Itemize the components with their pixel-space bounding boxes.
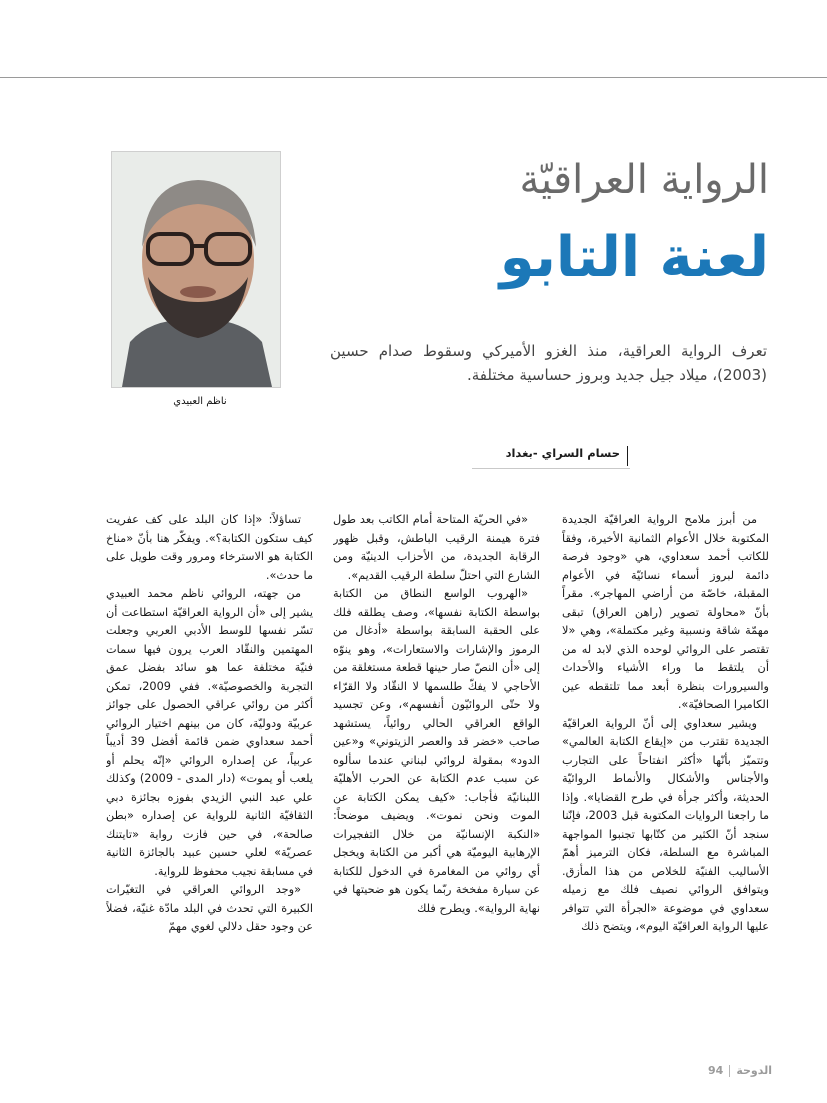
- title-line2: لعنة التابو: [499, 225, 769, 290]
- article-intro: تعرف الرواية العراقية، منذ الغزو الأميركي وسقوط صدام حسين (2003)، ميلاد جيل جديد وبروز حساسية مختلفة.: [330, 342, 767, 384]
- paragraph: من أبرز ملامح الرواية العراقيّة الجديدة المكتوبة خلال الأعوام الثمانية الأخيرة، وفقاً للكاتب أحمد سعداوي، هي «وجود فرصة دائمة لبروز أسماء نسائيّة في الأعوام المقبلة، خاصّة من أراضي المهاجر». مقراً بأنّ «محاولة تصوير (راهن العراق) تبقى مهمّة شاقة ونسبية وغير مكتملة»، وهي «لا تقتصر على الروائي لوحده الذي لابد له من أن يلتقط ما وراء الأشياء والأحداث والسيرورات بنظرة أبعد مما تلتقطه عين الكاميرا الصحافيّة».: [562, 513, 769, 711]
- paragraph: «في الحريّة المتاحة أمام الكاتب بعد طول فترة هيمنة الرقيب الباطش، وقبل ظهور الرقابة الجديدة، من الأحزاب الدينيّة ومن الشارع التي احتلّ سلطة الرقيب القديم».: [333, 513, 540, 582]
- byline-bar: [627, 446, 628, 466]
- photo-caption: ناظم العبيدي: [173, 396, 227, 407]
- page-footer: [708, 1064, 772, 1077]
- title-line1: الرواية العراقيّة: [519, 157, 769, 203]
- paragraph: «الهروب الواسع النطاق من الكتابة بواسطة الكتابة نفسها»، وصف يطلقه فلك على الحقبة السابقة بواسطة «أدغال من الرموز والإشارات والاستعارات»، وهو ينوّه إلى «أن النصّ صار حينها قطعة مستغلقة من الأحاجي لا يفكّ طلسمها لا النقّاد ولا القرّاء ولا حتّى الروائيّون أنفسهم»، وعن تجسيد الواقع العراقي الحالي روائياً، يستشهد صاحب «خضر قد والعصر الزيتوني» و«عين الدود» بمقولة لروائي لبناني عندما سألوه عن سبب عدم الكتابة عن الحرب الأهليّة اللبنانيّة فأجاب: «كيف يمكن الكتابة عن الموت ونحن نموت». ويضيف موضحاً: «النكبة الإنسانيّة من خلال التفجيرات الإرهابية اليوميّة هي أكبر من الكتابة ويخجل أي روائي من المغامرة في الدخول للكتابة عن سيارة مفخخة ربّما يكون هو ضحيتها في نهاية الرواية». ويطرح فلك: [333, 587, 540, 915]
- footer-separator: [729, 1065, 730, 1077]
- paragraph: من جهته، الروائي ناظم محمد العبيدي يشير إلى «أن الرواية العراقيّة استطاعت أن تسّر نفسها للوسط الأدبي العربي وجعلت المهتمين والنقّاد العرب يرون فيها سمات فنيّة مختلفة عما هو سائد بفضل عمق التجربة والخصوصيّة». ففي 2009، تمكن أكثر من روائي عراقي الحصول على جوائز عربيّة ودوليّة، كان من بينهم اختيار الروائي أحمد سعداوي ضمن قائمة أفضل 39 أديباً عربياً، عن إصداره الروائي «إنّه يحلم أو يلعب أو يموت» (دار المدى - 2009) وكذلك علي عبد النبي الزيدي بفوزه بجائزة دبي الثقافيّة الثانية للرواية عن إصداره «بطن صالحة»، في حين فازت رواية «تايتنك عصريّة» لعلي حسين عبيد بالجائزة الثانية في مسابقة نجيب محفوظ للرواية.: [106, 587, 313, 878]
- author-photo: [111, 151, 281, 388]
- text-column-middle: [333, 511, 540, 1026]
- top-rule: [0, 77, 827, 78]
- byline: حسام السراي -بغداد: [505, 446, 620, 460]
- page-number: 94: [708, 1064, 724, 1077]
- byline-box: [472, 444, 630, 469]
- paragraph: «وجد الروائي العراقي في التغيّرات الكبيرة التي تحدث في البلد مادّة غنيّة، فضلاً عن وجود حقل دلالي لغوي مهمّ: [106, 883, 313, 933]
- paragraph: ويشير سعداوي إلى أنّ الرواية العراقيّة الجديدة تقترب من «إيقاع الكتابة العالمي» وتتميّز بأنّها «أكثر انفتاحاً على التجارب والأجناس والأشكال والأنماط الروائيّة الحديثة، وأكثر جرأة في طرح القضايا». وإذا ما راجعنا الروايات المكتوبة قبل 2003، فإنّنا سنجد أنّ الكثير من كتّابها تجنبوا المواجهة المباشرة مع السلطة، فكان الترميز أهمّ الأساليب الفنيّة للخلاص من هذا المأزق. ويتوافق الروائي نصيف فلك مع زميله سعداوي في موضوعة «الجرأة التي تتوافر عليها الرواية العراقيّة اليوم»، ويتضح ذلك: [562, 716, 769, 933]
- text-column-right: [562, 511, 769, 1026]
- text-column-left: [106, 511, 313, 1026]
- magazine-name: الدوحة: [736, 1064, 773, 1077]
- paragraph: تساؤلاً: «إذا كان البلد على كف عفريت كيف ستكون الكتابة؟». ويفكّر هنا بأنّ «مناخ الكتابة هو الاسترخاء ومرور وقت طويل على ما حدث».: [106, 513, 313, 582]
- portrait-image: [112, 152, 280, 387]
